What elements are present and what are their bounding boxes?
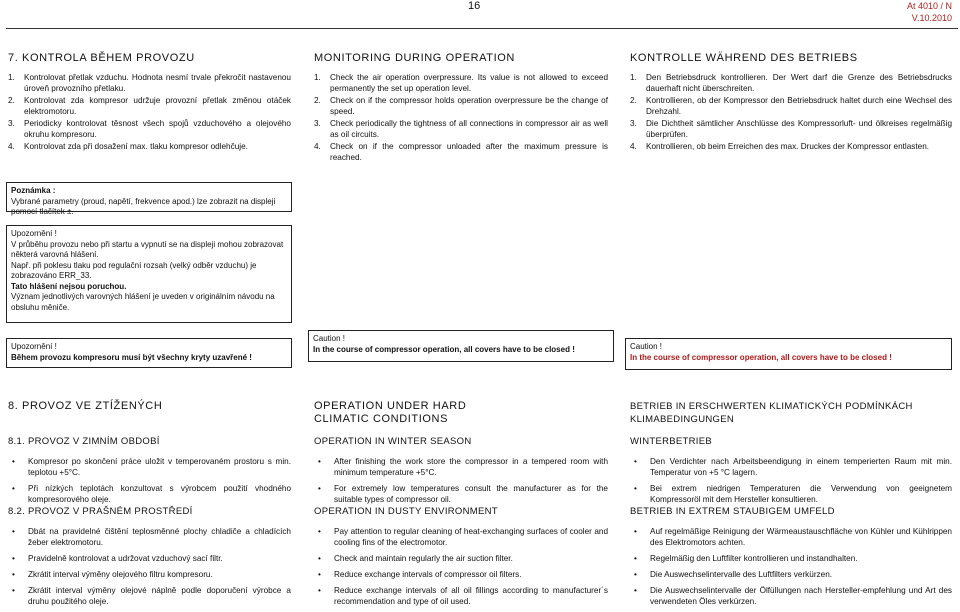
- list-item: 3. Check periodically the tightness of all connections in compressor air as well as oil circuits.: [314, 119, 608, 139]
- list-item: • Pay attention to regular cleaning of heat-exchanging surfaces of cooler and cooling fins of the electromotor.: [318, 527, 608, 547]
- de-winter-list: [630, 456, 952, 510]
- header-rule: [6, 28, 958, 29]
- warning-text: Během provozu kompresoru musí být všechny kryty uzavřené !: [11, 352, 252, 362]
- cz-section-title: 7. KONTROLA BĚHEM PROVOZU: [8, 52, 195, 64]
- en-monitoring-list: [314, 72, 608, 164]
- note-title: Poznámka :: [11, 186, 56, 195]
- list-item: • Die Auswechselintervalle des Luftfilters verkürzen.: [634, 570, 833, 579]
- list-item: • Regelmäßig den Luftfilter kontrollieren und instandhalten.: [634, 554, 858, 563]
- cz-covers-warning-box: [6, 338, 292, 368]
- list-item: 2. Check on if the compressor holds operation overpressure be the change of speed.: [314, 96, 608, 116]
- list-item: 4. Check on if the compressor unloaded after the maximum pressure is reached.: [314, 142, 608, 162]
- de-dusty-title: BETRIEB IN EXTREM STAUBIGEM UMFELD: [630, 506, 835, 517]
- list-item: • Pravidelně kontrolovat a udržovat vzduchový sací filtr.: [12, 554, 223, 563]
- list-item: • Dbát na pravidelné čištění teplosměnné plochy chladiče a chladících žeber elektromotoru.: [12, 527, 291, 547]
- document-code: At 4010 / N: [906, 1, 952, 11]
- de-dusty-list: [630, 526, 952, 612]
- de-section-title: KONTROLLE WÄHREND DES BETRIEBS: [630, 52, 858, 64]
- list-item: • Kompresor po skončení práce uložit v temperovaném prostoru s min. teplotou +5°C.: [12, 457, 291, 477]
- list-item: 3. Periodicky kontrolovat těsnost všech spojů vzduchového a olejového okruhu kompresoru.: [8, 119, 291, 139]
- de-section8-title-line1: BETRIEB IN ERSCHWERTEN KLIMATICKÝCH PODMÍNKÁCH: [630, 401, 913, 412]
- list-item: • Při nízkých teplotách konzultovat s výrobcem použití vhodného kompresorového oleje.: [12, 484, 291, 504]
- warning-text: Význam jednotlivých varovných hlášení je uveden v originálním návodu na obsluhu měniče.: [11, 292, 275, 312]
- cz-warning-box: [6, 225, 292, 323]
- document-reference: [907, 0, 952, 24]
- de-winter-title: WINTERBETRIEB: [630, 436, 713, 447]
- list-item: 1. Kontrolovat přetlak vzduchu. Hodnota nesmí trvale překročit nastavenou úroveň provozního přetlaku.: [8, 73, 291, 93]
- de-caution-box: [625, 338, 952, 370]
- list-item: • Bei extrem niedrigen Temperaturen die Verwendung von geeignetem Kompressoröl mit dem Hersteller konsultieren.: [634, 484, 952, 504]
- list-item: 2. Kontrollieren, ob der Kompressor den Betriebsdruck haltet durch eine Wechsel des Drehzahl.: [630, 96, 952, 116]
- warning-text: Tato hlášení nejsou poruchou.: [11, 281, 127, 291]
- cz-winter-title: 8.1. PROVOZ V ZIMNÍM OBDOBÍ: [8, 436, 160, 447]
- caution-title: Caution !: [313, 334, 346, 343]
- warning-title: Upozornění !: [11, 342, 57, 351]
- cz-dusty-title: 8.2. PROVOZ V PRAŠNÉM PROSTŘEDÍ: [8, 506, 193, 517]
- en-section8-title-line2: CLIMATIC CONDITIONS: [314, 413, 449, 425]
- caution-text: In the course of compressor operation, all covers have to be closed !: [630, 352, 892, 362]
- list-item: 2. Kontrolovat zda kompresor udržuje provozní přetlak změnou otáček elektromotoru.: [8, 96, 291, 116]
- en-dusty-list: [314, 526, 608, 612]
- list-item: 1. Den Betriebsdruck kontrollieren. Der Wert darf die Grenze des Betriebsdrucks dauerhaft nicht überschreiten.: [630, 73, 952, 93]
- list-item: • After finishing the work store the compressor in a tempered room with minimum temperature +5°C.: [318, 457, 608, 477]
- en-winter-list: [314, 456, 608, 510]
- document-version: V.10.2010: [911, 13, 952, 23]
- list-item: • Die Auswechselintervalle der Ölfüllungen nach Hersteller-empfehlung und Art des verwendeten Öles verkürzen.: [634, 586, 952, 606]
- cz-winter-list: [8, 456, 291, 510]
- caution-text: In the course of compressor operation, all covers have to be closed !: [313, 344, 575, 354]
- cz-section8-title: 8. PROVOZ VE ZTÍŽENÝCH: [8, 400, 163, 412]
- list-item: • Zkrátit interval výměny olejové náplně podle doporučení výrobce a druhu použitého oleje.: [12, 586, 291, 606]
- warning-text: Např. při poklesu tlaku pod regulační rozsah (velký odběr vzduchu) je zobrazováno ERR_33.: [11, 260, 257, 280]
- en-section8-title: [314, 400, 466, 426]
- list-item: • Den Verdichter nach Arbeitsbeendigung in einem temperierten Raum mit min. Temperatur von +5 °C lagern.: [634, 457, 952, 477]
- cz-note-box: [6, 182, 292, 216]
- en-winter-title: OPERATION IN WINTER SEASON: [314, 436, 472, 447]
- note-text: Vybrané parametry (proud, napětí, frekvence apod.) lze zobrazit na displeji pomocí tlačítek ±.: [11, 196, 276, 216]
- de-section8-title: [630, 400, 952, 426]
- list-item: • For extremely low temperatures consult the manufacturer as for the suitable types of compressor oil.: [318, 484, 608, 504]
- list-item: 1. Check the air operation overpressure. Its value is not allowed to exceed permanently the set up operation level.: [314, 73, 608, 93]
- de-monitoring-list: [630, 72, 952, 153]
- list-item: • Zkrátit interval výměny olejového filtru kompresoru.: [12, 570, 213, 579]
- warning-title: Upozornění !: [11, 229, 57, 238]
- cz-dusty-list: [8, 526, 291, 612]
- list-item: 4. Kontrolovat zda při dosažení max. tlaku kompresor odlehčuje.: [8, 142, 248, 151]
- list-item: • Reduce exchange intervals of all oil fillings according to manufacturer´s recommendation and type of oil used.: [318, 586, 608, 606]
- list-item: • Check and maintain regularly the air suction filter.: [318, 554, 513, 563]
- list-item: • Reduce exchange intervals of compressor oil filters.: [318, 570, 522, 579]
- list-item: • Auf regelmäßige Reinigung der Wärmeaustauschfläche von Kühler und Kühlrippen des Elektromotors achten.: [634, 527, 952, 547]
- en-dusty-title: OPERATION IN DUSTY ENVIRONMENT: [314, 506, 498, 517]
- de-section8-title-line2: KLIMABEDINGUNGEN: [630, 414, 735, 425]
- list-item: 3. Die Dichtheit sämtlicher Anschlüsse des Kompressorluft- und ölkreises regelmäßig überprüfen.: [630, 119, 952, 139]
- cz-monitoring-list: [8, 72, 291, 153]
- list-item: 4. Kontrollieren, ob beim Erreichen des max. Druckes der Kompressor entlasten.: [630, 142, 930, 151]
- caution-title: Caution !: [630, 342, 663, 351]
- en-caution-box: [308, 330, 614, 362]
- en-section8-title-line1: OPERATION UNDER HARD: [314, 400, 467, 412]
- en-section-title: MONITORING DURING OPERATION: [314, 52, 515, 64]
- page-number: 16: [468, 0, 481, 12]
- warning-text: V průběhu provozu nebo při startu a vypnutí se na displeji mohou zobrazovat některá varovná hlášení.: [11, 239, 284, 259]
